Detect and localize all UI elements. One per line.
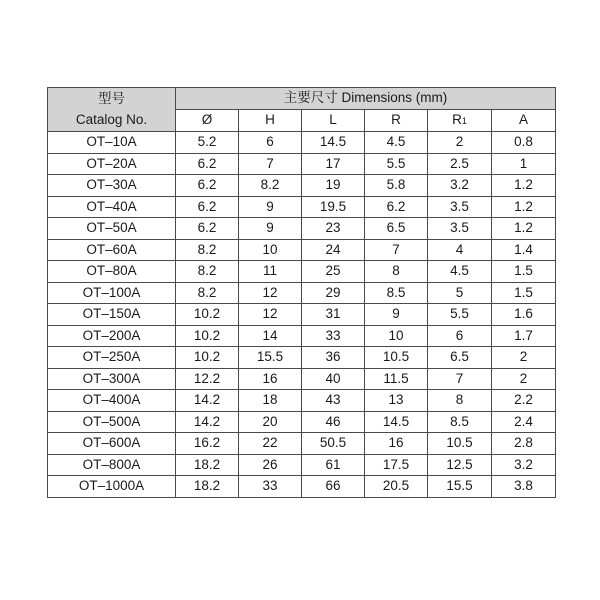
cell-a: 1.4 <box>492 239 556 261</box>
table-row <box>48 132 556 154</box>
cell-diameter: 6.2 <box>176 196 239 218</box>
cell-diameter: 14.2 <box>176 390 239 412</box>
cell-r1: 12.5 <box>428 454 492 476</box>
cell-r: 14.5 <box>365 411 428 433</box>
cell-r: 8 <box>365 261 428 283</box>
cell-r: 20.5 <box>365 476 428 498</box>
cell-r1: 15.5 <box>428 476 492 498</box>
cell-r: 16 <box>365 433 428 455</box>
table-row <box>48 218 556 240</box>
cell-catalog: OT–60A <box>48 239 176 261</box>
cell-a: 1.2 <box>492 196 556 218</box>
table-row <box>48 347 556 369</box>
cell-diameter: 10.2 <box>176 304 239 326</box>
cell-h: 22 <box>239 433 302 455</box>
cell-diameter: 18.2 <box>176 454 239 476</box>
cell-diameter: 6.2 <box>176 175 239 197</box>
catalog-header-cn: 型号 <box>98 91 125 106</box>
cell-r: 17.5 <box>365 454 428 476</box>
cell-r1: 5 <box>428 282 492 304</box>
cell-h: 15.5 <box>239 347 302 369</box>
cell-catalog: OT–400A <box>48 390 176 412</box>
cell-diameter: 12.2 <box>176 368 239 390</box>
cell-r1: 6.5 <box>428 347 492 369</box>
cell-r1: 3.5 <box>428 196 492 218</box>
cell-h: 8.2 <box>239 175 302 197</box>
cell-catalog: OT–20A <box>48 153 176 175</box>
cell-h: 16 <box>239 368 302 390</box>
cell-diameter: 6.2 <box>176 153 239 175</box>
cell-r1: 7 <box>428 368 492 390</box>
cell-h: 10 <box>239 239 302 261</box>
cell-a: 1.2 <box>492 175 556 197</box>
cell-catalog: OT–30A <box>48 175 176 197</box>
cell-l: 43 <box>302 390 365 412</box>
cell-diameter: 6.2 <box>176 218 239 240</box>
cell-h: 9 <box>239 196 302 218</box>
cell-r1: 6 <box>428 325 492 347</box>
col-header-h: H <box>239 109 302 132</box>
cell-r: 13 <box>365 390 428 412</box>
cell-r1: 3.2 <box>428 175 492 197</box>
cell-catalog: OT–500A <box>48 411 176 433</box>
cell-a: 2.8 <box>492 433 556 455</box>
cell-l: 40 <box>302 368 365 390</box>
cell-l: 19 <box>302 175 365 197</box>
cell-catalog: OT–600A <box>48 433 176 455</box>
cell-l: 66 <box>302 476 365 498</box>
cell-l: 14.5 <box>302 132 365 154</box>
cell-r1: 10.5 <box>428 433 492 455</box>
catalog-header-en: Catalog No. <box>75 111 148 127</box>
cell-l: 33 <box>302 325 365 347</box>
table-row <box>48 153 556 175</box>
cell-r: 11.5 <box>365 368 428 390</box>
cell-r: 6.5 <box>365 218 428 240</box>
cell-diameter: 10.2 <box>176 347 239 369</box>
cell-diameter: 8.2 <box>176 261 239 283</box>
cell-r: 7 <box>365 239 428 261</box>
cell-h: 20 <box>239 411 302 433</box>
cell-a: 0.8 <box>492 132 556 154</box>
cell-r: 4.5 <box>365 132 428 154</box>
cell-r1: 5.5 <box>428 304 492 326</box>
cell-catalog: OT–250A <box>48 347 176 369</box>
cell-a: 2 <box>492 347 556 369</box>
col-header-diameter: Ø <box>176 109 239 132</box>
cell-a: 1.6 <box>492 304 556 326</box>
cell-catalog: OT–1000A <box>48 476 176 498</box>
cell-catalog: OT–40A <box>48 196 176 218</box>
table-row <box>48 390 556 412</box>
table-row <box>48 304 556 326</box>
cell-h: 12 <box>239 304 302 326</box>
cell-l: 25 <box>302 261 365 283</box>
cell-l: 19.5 <box>302 196 365 218</box>
cell-a: 1.5 <box>492 261 556 283</box>
cell-h: 14 <box>239 325 302 347</box>
dimensions-table <box>47 87 556 498</box>
table-row <box>48 368 556 390</box>
cell-h: 18 <box>239 390 302 412</box>
cell-r: 9 <box>365 304 428 326</box>
cell-r: 10 <box>365 325 428 347</box>
cell-diameter: 8.2 <box>176 282 239 304</box>
table-row <box>48 196 556 218</box>
col-header-a: A <box>492 109 556 132</box>
table-row <box>48 261 556 283</box>
cell-h: 33 <box>239 476 302 498</box>
table-row <box>48 454 556 476</box>
cell-catalog: OT–800A <box>48 454 176 476</box>
cell-l: 23 <box>302 218 365 240</box>
cell-a: 3.2 <box>492 454 556 476</box>
cell-diameter: 16.2 <box>176 433 239 455</box>
col-header-r1-subscript: 1 <box>461 115 467 126</box>
cell-l: 36 <box>302 347 365 369</box>
cell-a: 1.7 <box>492 325 556 347</box>
catalog-header <box>48 88 176 132</box>
cell-r: 5.8 <box>365 175 428 197</box>
cell-a: 1.5 <box>492 282 556 304</box>
cell-h: 11 <box>239 261 302 283</box>
col-header-r1-letter: R <box>452 111 462 127</box>
cell-catalog: OT–300A <box>48 368 176 390</box>
col-header-r: R <box>365 109 428 132</box>
cell-r1: 2 <box>428 132 492 154</box>
cell-l: 17 <box>302 153 365 175</box>
cell-diameter: 14.2 <box>176 411 239 433</box>
cell-h: 12 <box>239 282 302 304</box>
cell-catalog: OT–10A <box>48 132 176 154</box>
cell-l: 31 <box>302 304 365 326</box>
table-row <box>48 175 556 197</box>
cell-r: 10.5 <box>365 347 428 369</box>
table-row <box>48 433 556 455</box>
cell-l: 50.5 <box>302 433 365 455</box>
cell-a: 3.8 <box>492 476 556 498</box>
cell-diameter: 5.2 <box>176 132 239 154</box>
cell-l: 46 <box>302 411 365 433</box>
col-header-r1 <box>428 109 492 132</box>
cell-catalog: OT–50A <box>48 218 176 240</box>
col-header-l: L <box>302 109 365 132</box>
dimensions-header: 主要尺寸 Dimensions (mm) <box>176 88 556 110</box>
table-row <box>48 411 556 433</box>
cell-catalog: OT–150A <box>48 304 176 326</box>
cell-r: 8.5 <box>365 282 428 304</box>
cell-h: 26 <box>239 454 302 476</box>
cell-a: 1.2 <box>492 218 556 240</box>
cell-r1: 2.5 <box>428 153 492 175</box>
cell-h: 9 <box>239 218 302 240</box>
cell-a: 1 <box>492 153 556 175</box>
cell-r: 6.2 <box>365 196 428 218</box>
cell-diameter: 8.2 <box>176 239 239 261</box>
table-row <box>48 476 556 498</box>
cell-r1: 8.5 <box>428 411 492 433</box>
cell-diameter: 10.2 <box>176 325 239 347</box>
table-body <box>48 132 556 498</box>
cell-a: 2.2 <box>492 390 556 412</box>
cell-r: 5.5 <box>365 153 428 175</box>
cell-r1: 3.5 <box>428 218 492 240</box>
cell-h: 6 <box>239 132 302 154</box>
cell-r1: 4 <box>428 239 492 261</box>
table-row <box>48 239 556 261</box>
cell-r1: 8 <box>428 390 492 412</box>
cell-diameter: 18.2 <box>176 476 239 498</box>
cell-catalog: OT–100A <box>48 282 176 304</box>
cell-catalog: OT–200A <box>48 325 176 347</box>
cell-r1: 4.5 <box>428 261 492 283</box>
cell-catalog: OT–80A <box>48 261 176 283</box>
cell-h: 7 <box>239 153 302 175</box>
table-row <box>48 282 556 304</box>
table-row <box>48 325 556 347</box>
cell-a: 2.4 <box>492 411 556 433</box>
cell-a: 2 <box>492 368 556 390</box>
cell-l: 24 <box>302 239 365 261</box>
cell-l: 29 <box>302 282 365 304</box>
cell-l: 61 <box>302 454 365 476</box>
